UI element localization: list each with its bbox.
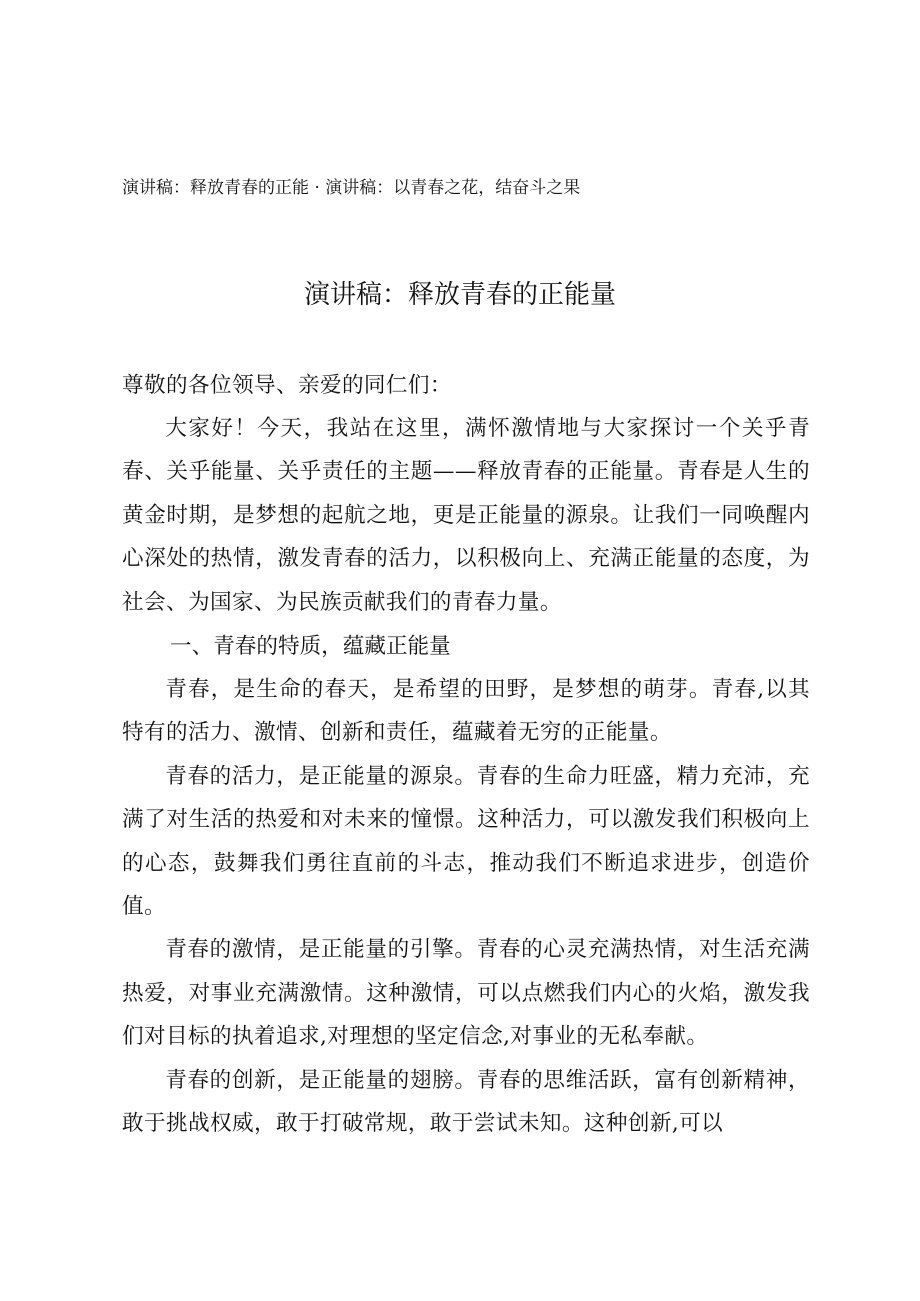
intro-paragraph: 大家好！今天，我站在这里，满怀激情地与大家探讨一个关乎青春、关乎能量、关乎责任的主题——释放青春的正能量。青春是人生的黄金时期，是梦想的起航之地，更是正能量的源泉。让我们一同唤醒内心深处的热情，激发青春的活力，以积极向上、充满正能量的态度，为社会、为国家、为民族贡献我们的青春力量。 [122,416,810,615]
intro-block [122,407,810,624]
section-1-body [122,668,810,1145]
section-1-paragraph-2: 青春的活力，是正能量的源泉。青春的生命力旺盛，精力充沛，充满了对生活的热爱和对未来的憧憬。这种活力，可以激发我们积极向上的心态，鼓舞我们勇往直前的斗志，推动我们不断追求进步，创造价值。 [122,763,810,920]
section-1-paragraph-4: 青春的创新，是正能量的翅膀。青春的思维活跃，富有创新精神，敢于挑战权威，敢于打破常规，敢于尝试未知。这种创新,可以 [122,1067,810,1137]
document-title: 演讲稿：释放青春的正能量 [303,280,616,310]
section-1-paragraph-1: 青春，是生命的春天，是希望的田野，是梦想的萌芽。青春,以其特有的活力、激情、创新和责任，蕴藏着无穷的正能量。 [122,677,810,746]
salutation: 尊敬的各位领导、亲爱的同仁们： [122,373,452,398]
section-heading-1: 一、青春的特质，蕴藏正能量 [170,634,451,659]
running-head: 演讲稿：释放青春的正能 · 演讲稿：以青春之花，结奋斗之果 [122,178,581,198]
section-1-paragraph-3: 青春的激情，是正能量的引擎。青春的心灵充满热情，对生活充满热爱，对事业充满激情。这种激情，可以点燃我们内心的火焰，激发我们对目标的执着追求,对理想的坚定信念,对事业的无私奉献。 [122,937,810,1050]
